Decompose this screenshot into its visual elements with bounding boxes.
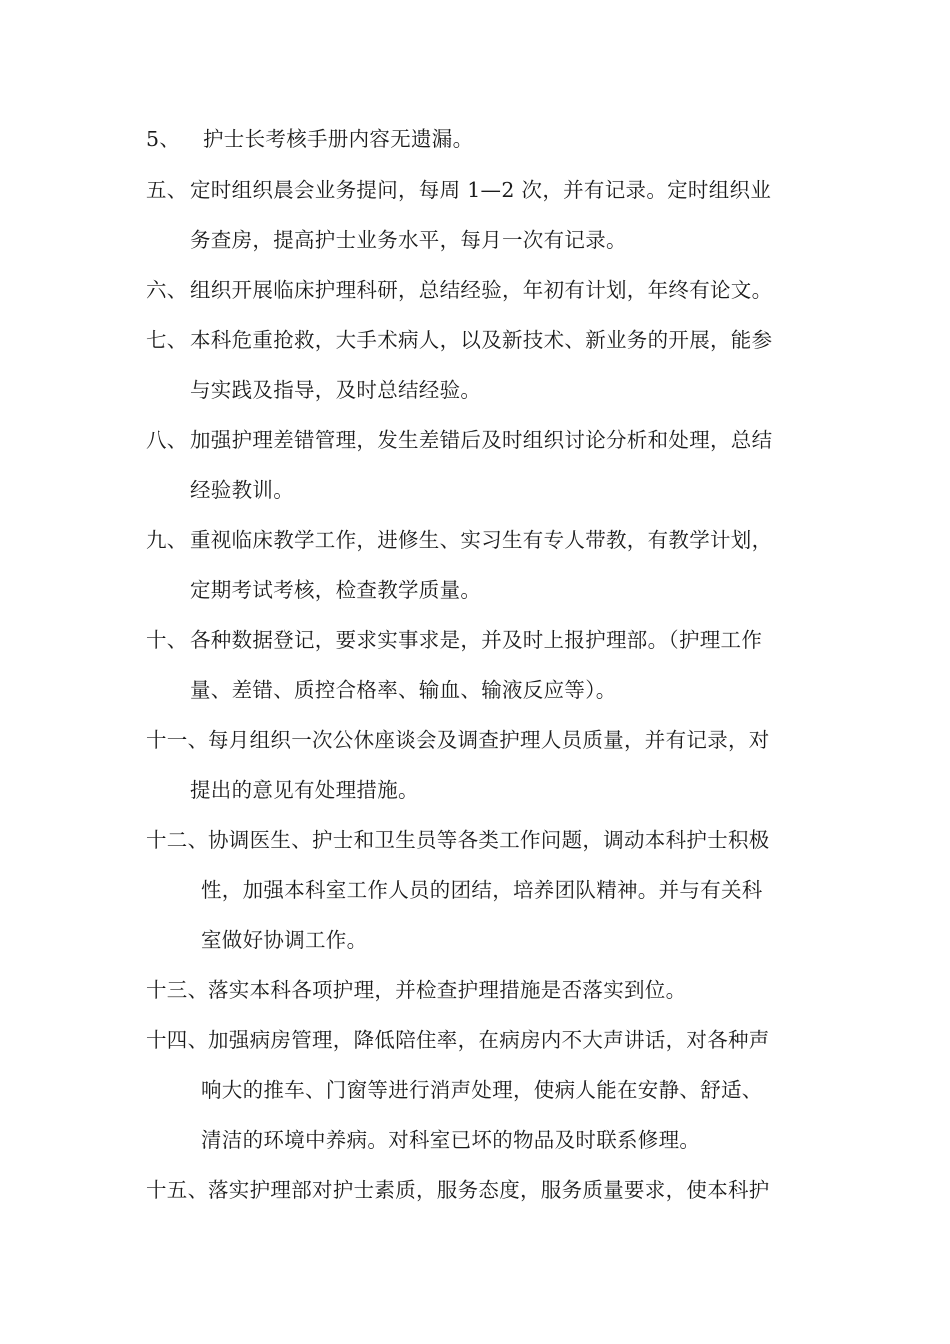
item-text: 定期考试考核，检查教学质量。: [190, 578, 482, 602]
item-text: 室做好协调工作。: [201, 928, 368, 952]
item-text: 清洁的环境中养病。对科室已坏的物品及时联系修理。: [201, 1128, 701, 1152]
item-text: 各种数据登记，要求实事求是，并及时上报护理部。（护理工作: [190, 628, 763, 652]
item-marker: 七、: [146, 328, 188, 352]
item-text: 经验教训。: [190, 478, 294, 502]
item-marker: 5、: [146, 127, 181, 151]
item-marker: 十、: [146, 628, 188, 652]
item-text: 组织开展临床护理科研，总结经验，年初有计划，年终有论文。: [190, 278, 773, 302]
item-text: 响大的推车、门窗等进行消声处理，使病人能在安静、舒适、: [201, 1078, 763, 1102]
item-marker: 九、: [146, 528, 188, 552]
item-text: 协调医生、护士和卫生员等各类工作问题，调动本科护士积极: [208, 828, 770, 852]
item-text: 重视临床教学工作，进修生、实习生有专人带教，有教学计划，: [190, 528, 773, 552]
item-marker: 八、: [146, 428, 188, 452]
item-marker: 十一、: [146, 728, 209, 752]
item-text: 与实践及指导，及时总结经验。: [190, 378, 482, 402]
item-text: 加强病房管理，降低陪住率，在病房内不大声讲话，对各种声: [208, 1028, 770, 1052]
item-text: 本科危重抢救，大手术病人，以及新技术、新业务的开展，能参: [190, 328, 773, 352]
item-text: 量、差错、质控合格率、输血、输液反应等）。: [190, 678, 617, 702]
item-text: 务查房，提高护士业务水平，每月一次有记录。: [190, 228, 627, 252]
item-text: 性，加强本科室工作人员的团结，培养团队精神。并与有关科: [201, 878, 763, 902]
item-marker: 十二、: [146, 828, 209, 852]
item-text: 每月组织一次公休座谈会及调查护理人员质量，并有记录，对: [208, 728, 770, 752]
item-text: 定时组织晨会业务提问，每周 1—2 次，并有记录。定时组织业: [190, 178, 772, 202]
item-text: 落实本科各项护理，并检查护理措施是否落实到位。: [208, 978, 687, 1002]
item-marker: 十五、: [146, 1178, 209, 1202]
item-text: 提出的意见有处理措施。: [190, 778, 419, 802]
item-marker: 五、: [146, 178, 188, 202]
item-marker: 十四、: [146, 1028, 209, 1052]
item-text: 落实护理部对护士素质，服务态度，服务质量要求，使本科护: [208, 1178, 770, 1202]
item-marker: 六、: [146, 278, 188, 302]
item-marker: 十三、: [146, 978, 209, 1002]
item-text: 护士长考核手册内容无遗漏。: [203, 127, 474, 151]
item-text: 加强护理差错管理，发生差错后及时组织讨论分析和处理，总结: [190, 428, 773, 452]
